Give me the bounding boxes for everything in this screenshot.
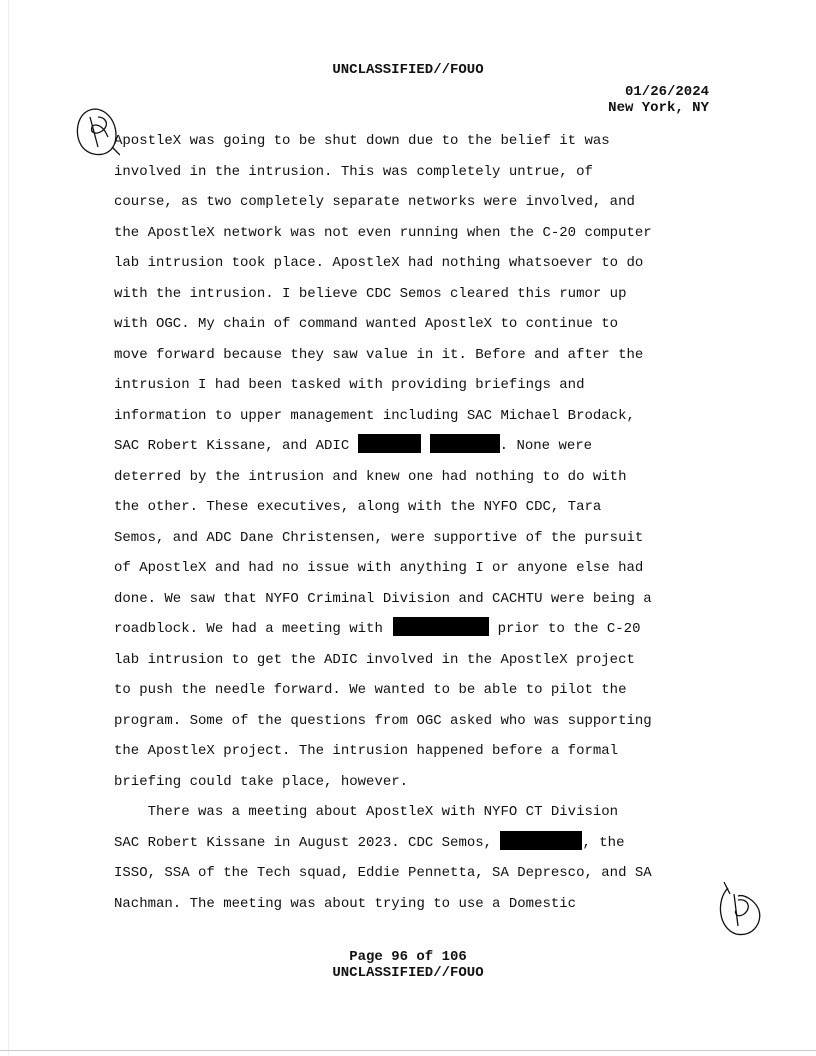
text-segment: SAC Robert Kissane in August 2023. CDC Semos,: [114, 834, 501, 851]
text-line: of ApostleX and had no issue with anything I or anyone else had: [114, 560, 644, 576]
document-date: 01/26/2024: [624, 84, 709, 100]
text-line: with OGC. My chain of command wanted ApostleX to continue to: [114, 316, 619, 332]
text-line: deterred by the intrusion and knew one had nothing to do with: [114, 468, 627, 485]
document-location: New York, NY: [608, 100, 709, 116]
text-line-with-redaction: [114, 614, 714, 645]
text-line: program. Some of the questions from OGC asked who was supporting: [114, 712, 652, 729]
text-segment: prior to the C-20: [489, 621, 641, 637]
paragraph-start-line: There was a meeting about ApostleX with NYFO CT Division: [114, 804, 619, 820]
page-edge: [8, 0, 9, 1056]
text-line-with-redaction: [114, 828, 714, 859]
redaction-block: [500, 831, 582, 850]
text-line: the other. These executives, along with the NYFO CDC, Tara: [114, 499, 602, 515]
text-line: the ApostleX project. The intrusion happened before a formal: [114, 743, 619, 759]
text-segment: , the: [582, 834, 625, 851]
text-segment: . None were: [499, 438, 593, 454]
text-line: briefing could take place, however.: [114, 773, 409, 790]
text-line: intrusion I had been tasked with providing briefings and: [114, 377, 585, 393]
text-line: lab intrusion to get the ADIC involved in the ApostleX project: [114, 651, 635, 668]
handwritten-initials-icon: [714, 880, 764, 942]
text-line: ApostleX was going to be shut down due to the belief it was: [114, 133, 610, 149]
page-number: Page 96 of 106: [349, 949, 467, 965]
handwritten-initials-icon: [72, 103, 120, 167]
text-line: with the intrusion. I believe CDC Semos cleared this rumor up: [114, 285, 627, 302]
text-line: move forward because they saw value in it. Before and after the: [114, 346, 644, 363]
body-text: [114, 126, 714, 919]
text-segment: roadblock. We had a meeting with: [114, 621, 392, 637]
text-line: lab intrusion took place. ApostleX had nothing whatsoever to do: [114, 255, 644, 271]
redaction-block: [393, 617, 489, 636]
redaction-block: [358, 434, 421, 453]
header-classification: UNCLASSIFIED//FOUO: [332, 62, 484, 78]
text-line: done. We saw that NYFO Criminal Division and CACHTU were being a: [114, 590, 652, 607]
page-footer: [0, 949, 816, 981]
text-line: Semos, and ADC Dane Christensen, were supportive of the pursuit: [114, 529, 644, 546]
text-line: to push the needle forward. We wanted to be able to pilot the: [114, 682, 627, 698]
text-segment: SAC Robert Kissane, and ADIC: [114, 438, 358, 454]
bottom-edge-line: [0, 1050, 816, 1051]
text-line: the ApostleX network was not even running when the C-20 computer: [114, 224, 652, 241]
text-line: Nachman. The meeting was about trying to use a Domestic: [114, 895, 577, 912]
text-line: course, as two completely separate networks were involved, and: [114, 194, 635, 210]
redaction-block: [430, 434, 500, 453]
text-line: information to upper management including SAC Michael Brodack,: [114, 407, 635, 424]
text-line: ISSO, SSA of the Tech squad, Eddie Pennetta, SA Depresco, and SA: [114, 865, 652, 881]
text-line-with-redaction: [114, 431, 714, 462]
text-line: involved in the intrusion. This was completely untrue, of: [114, 163, 593, 180]
footer-classification: UNCLASSIFIED//FOUO: [332, 965, 484, 981]
